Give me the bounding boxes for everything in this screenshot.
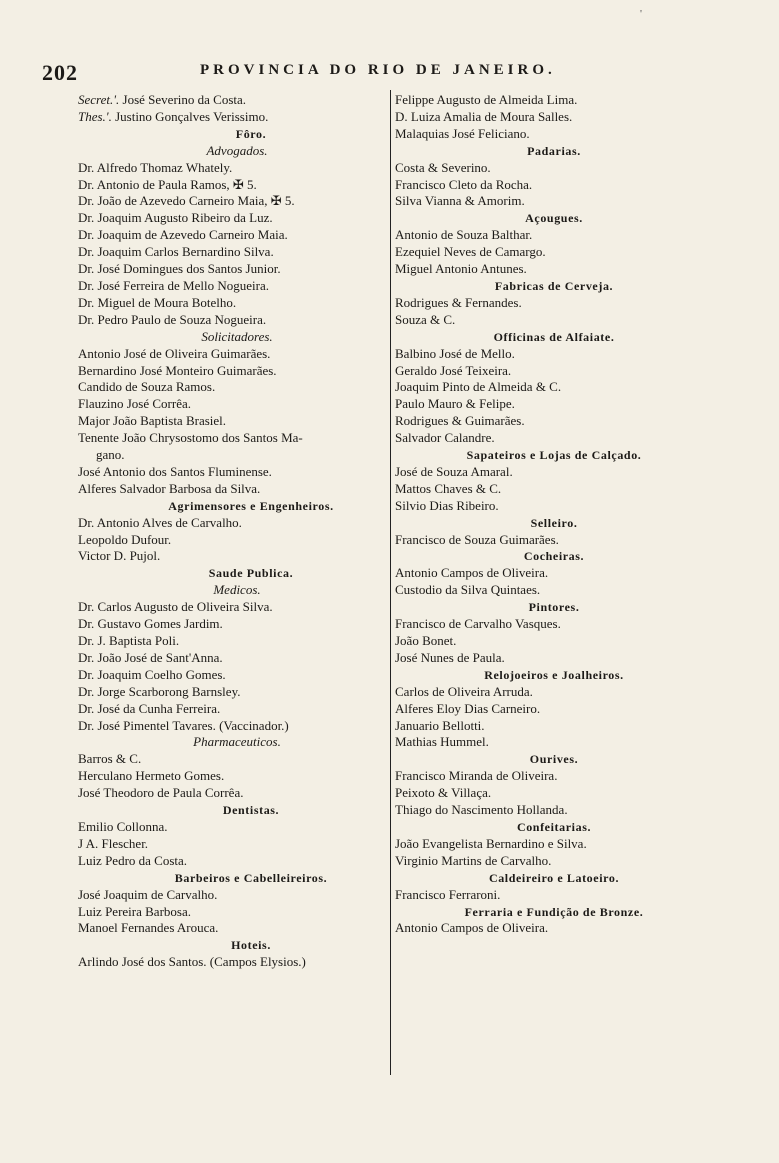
list-item: João Evangelista Bernardino e Silva.: [395, 835, 587, 851]
treasurer-label: Thes.'.: [78, 108, 112, 124]
list-item: D. Luiza Amalia de Moura Salles.: [395, 108, 573, 124]
list-item: Dr. Miguel de Moura Botelho.: [78, 294, 237, 310]
list-item: Januario Bellotti.: [395, 717, 485, 733]
treasurer-name: Justino Gonçalves Verissimo.: [115, 108, 269, 124]
list-item: Francisco de Souza Guimarães.: [395, 531, 559, 547]
list-item: José de Souza Amaral.: [395, 463, 513, 479]
list-item: Dr. João José de Sant'Anna.: [78, 649, 223, 665]
list-item: Miguel Antonio Antunes.: [395, 261, 527, 277]
list-item: Mattos Chaves & C.: [395, 480, 502, 496]
list-item: Ezequiel Neves de Camargo.: [395, 244, 546, 260]
list-item: José Antonio dos Santos Fluminense.: [78, 463, 272, 479]
section-heading-cerveja: Fabricas de Cerveja.: [494, 278, 614, 293]
list-item: Dr. Gustavo Gomes Jardim.: [78, 616, 223, 632]
list-item: Francisco Cleto da Rocha.: [395, 176, 533, 192]
list-item: Leopoldo Dufour.: [78, 531, 172, 547]
list-item: Alferes Eloy Dias Carneiro.: [395, 700, 541, 716]
list-item: Custodio da Silva Quintaes.: [395, 582, 541, 598]
list-item: Paulo Mauro & Felipe.: [395, 396, 515, 412]
secretary-name: José Severino da Costa.: [122, 92, 247, 107]
list-item: Luiz Pereira Barbosa.: [78, 903, 191, 919]
list-item: Luiz Pedro da Costa.: [78, 852, 188, 868]
list-item: Carlos de Oliveira Arruda.: [395, 683, 533, 699]
list-item: Thiago do Nascimento Hollanda.: [395, 802, 568, 818]
list-item: João Bonet.: [395, 633, 457, 648]
list-item: Francisco Ferraroni.: [395, 886, 501, 902]
list-item: Arlindo José dos Santos. (Campos Elysios.): [78, 954, 306, 970]
list-item: Dr. J. Baptista Poli.: [78, 633, 180, 648]
list-item: Costa & Severino.: [395, 159, 491, 175]
list-item: Dr. José Pimentel Tavares. (Vaccinador.): [78, 717, 289, 733]
list-item: José Theodoro de Paula Corrêa.: [78, 785, 244, 801]
list-item: Barros & C.: [78, 751, 142, 767]
list-item: Souza & C.: [395, 311, 456, 327]
list-item: Antonio Campos de Oliveira.: [395, 565, 549, 581]
section-heading-agrimensores: Agrimensores e Engenheiros.: [168, 498, 334, 513]
list-item: Candido de Souza Ramos.: [78, 379, 216, 395]
list-item: Balbino José de Mello.: [395, 345, 515, 361]
list-item: Bernardino José Monteiro Guimarães.: [78, 362, 277, 378]
subheading-solicitadores: Solicitadores.: [201, 328, 273, 344]
section-heading-foro: Fôro.: [235, 126, 267, 141]
list-item: Dr. João de Azevedo Carneiro Maia, ✠ 5.: [78, 193, 295, 209]
list-item: Dr. Antonio Alves de Carvalho.: [78, 514, 242, 530]
list-item: Joaquim Pinto de Almeida & C.: [395, 379, 562, 395]
section-heading-dentistas: Dentistas.: [222, 803, 280, 818]
section-heading-barbeiros: Barbeiros e Cabelleireiros.: [174, 870, 328, 885]
section-heading-selleiro: Selleiro.: [530, 515, 578, 530]
list-item-continuation: gano.: [96, 447, 125, 463]
column-divider: [390, 90, 391, 1075]
list-item: Dr. Antonio de Paula Ramos, ✠ 5.: [78, 176, 257, 192]
section-heading-sapateiros: Sapateiros e Lojas de Calçado.: [466, 448, 642, 463]
section-heading-alfaiate: Officinas de Alfaiate.: [493, 329, 615, 344]
list-item: Emilio Collonna.: [78, 818, 168, 834]
right-column: [395, 92, 653, 937]
secretary-label: Secret.'.: [78, 92, 120, 107]
list-item: Silvio Dias Ribeiro.: [395, 497, 499, 513]
section-heading-acougues: Açougues.: [525, 211, 583, 226]
subheading-medicos: Medicos.: [213, 582, 261, 598]
list-item: Virginio Martins de Carvalho.: [395, 852, 552, 868]
list-item: Dr. Joaquim Augusto Ribeiro da Luz.: [78, 210, 273, 226]
section-heading-ferraria: Ferraria e Fundição de Bronze.: [464, 904, 644, 919]
subheading-advogados: Advogados.: [206, 142, 268, 158]
list-item: Dr. Joaquim Carlos Bernardino Silva.: [78, 244, 274, 260]
page-title: PROVINCIA DO RIO DE JANEIRO.: [200, 62, 556, 78]
list-item: Antonio de Souza Balthar.: [395, 227, 533, 243]
list-item: Rodrigues & Guimarães.: [395, 413, 525, 429]
list-item: Mathias Hummel.: [395, 734, 489, 750]
section-heading-caldeireiro: Caldeireiro e Latoeiro.: [488, 870, 620, 885]
section-heading-confeitarias: Confeitarias.: [516, 819, 592, 834]
treasurer-line: [78, 109, 386, 126]
list-item: Salvador Calandre.: [395, 430, 495, 446]
list-item: Victor D. Pujol.: [78, 548, 161, 564]
list-item: Flauzino José Corrêa.: [78, 396, 192, 412]
list-item: Antonio Campos de Oliveira.: [395, 920, 549, 936]
list-item: Dr. Joaquim Coelho Gomes.: [78, 666, 226, 682]
list-item: Antonio José de Oliveira Guimarães.: [78, 345, 271, 361]
list-item: Manoel Fernandes Arouca.: [78, 920, 219, 936]
list-item: Francisco Miranda de Oliveira.: [395, 768, 558, 784]
list-item: Rodrigues & Fernandes.: [395, 294, 522, 310]
list-item: Felippe Augusto de Almeida Lima.: [395, 92, 578, 107]
list-item: Dr. Alfredo Thomaz Whately.: [78, 159, 233, 175]
section-heading-saude: Saude Publica.: [208, 566, 294, 581]
list-item: Dr. José Domingues dos Santos Junior.: [78, 261, 281, 277]
list-item: Dr. Joaquim de Azevedo Carneiro Maia.: [78, 227, 288, 243]
left-column: [78, 92, 386, 971]
secretary-line: [78, 92, 386, 109]
section-heading-cocheiras: Cocheiras.: [523, 549, 585, 564]
section-heading-relojoeiros: Relojoeiros e Joalheiros.: [484, 667, 624, 682]
list-item: Herculano Hermeto Gomes.: [78, 768, 225, 784]
list-item: José Nunes de Paula.: [395, 649, 505, 665]
section-heading-hoteis: Hoteis.: [231, 938, 271, 953]
list-item: Alferes Salvador Barbosa da Silva.: [78, 480, 261, 496]
list-item: Dr. Pedro Paulo de Souza Nogueira.: [78, 311, 267, 327]
list-item: J A. Flescher.: [78, 835, 149, 851]
list-item: José Joaquim de Carvalho.: [78, 886, 218, 902]
list-item: Silva Vianna & Amorim.: [395, 193, 525, 209]
list-item: Francisco de Carvalho Vasques.: [395, 616, 561, 632]
list-item: Dr. José Ferreira de Mello Nogueira.: [78, 277, 269, 293]
list-item: Major João Baptista Brasiel.: [78, 413, 227, 429]
corner-mark: ': [640, 8, 642, 20]
list-item: Dr. Jorge Scarborong Barnsley.: [78, 683, 241, 699]
list-item: Dr. José da Cunha Ferreira.: [78, 700, 221, 716]
page-number: 202: [42, 60, 78, 85]
subheading-pharmaceuticos: Pharmaceuticos.: [193, 734, 281, 750]
list-item: Tenente João Chrysostomo dos Santos Ma-: [78, 430, 303, 446]
list-item: Dr. Carlos Augusto de Oliveira Silva.: [78, 599, 273, 615]
list-item: Geraldo José Teixeira.: [395, 362, 512, 378]
list-item: Peixoto & Villaça.: [395, 785, 492, 801]
list-item: Malaquias José Feliciano.: [395, 125, 530, 141]
section-heading-ourives: Ourives.: [529, 752, 579, 767]
section-heading-pintores: Pintores.: [528, 600, 580, 615]
section-heading-padarias: Padarias.: [527, 143, 581, 158]
